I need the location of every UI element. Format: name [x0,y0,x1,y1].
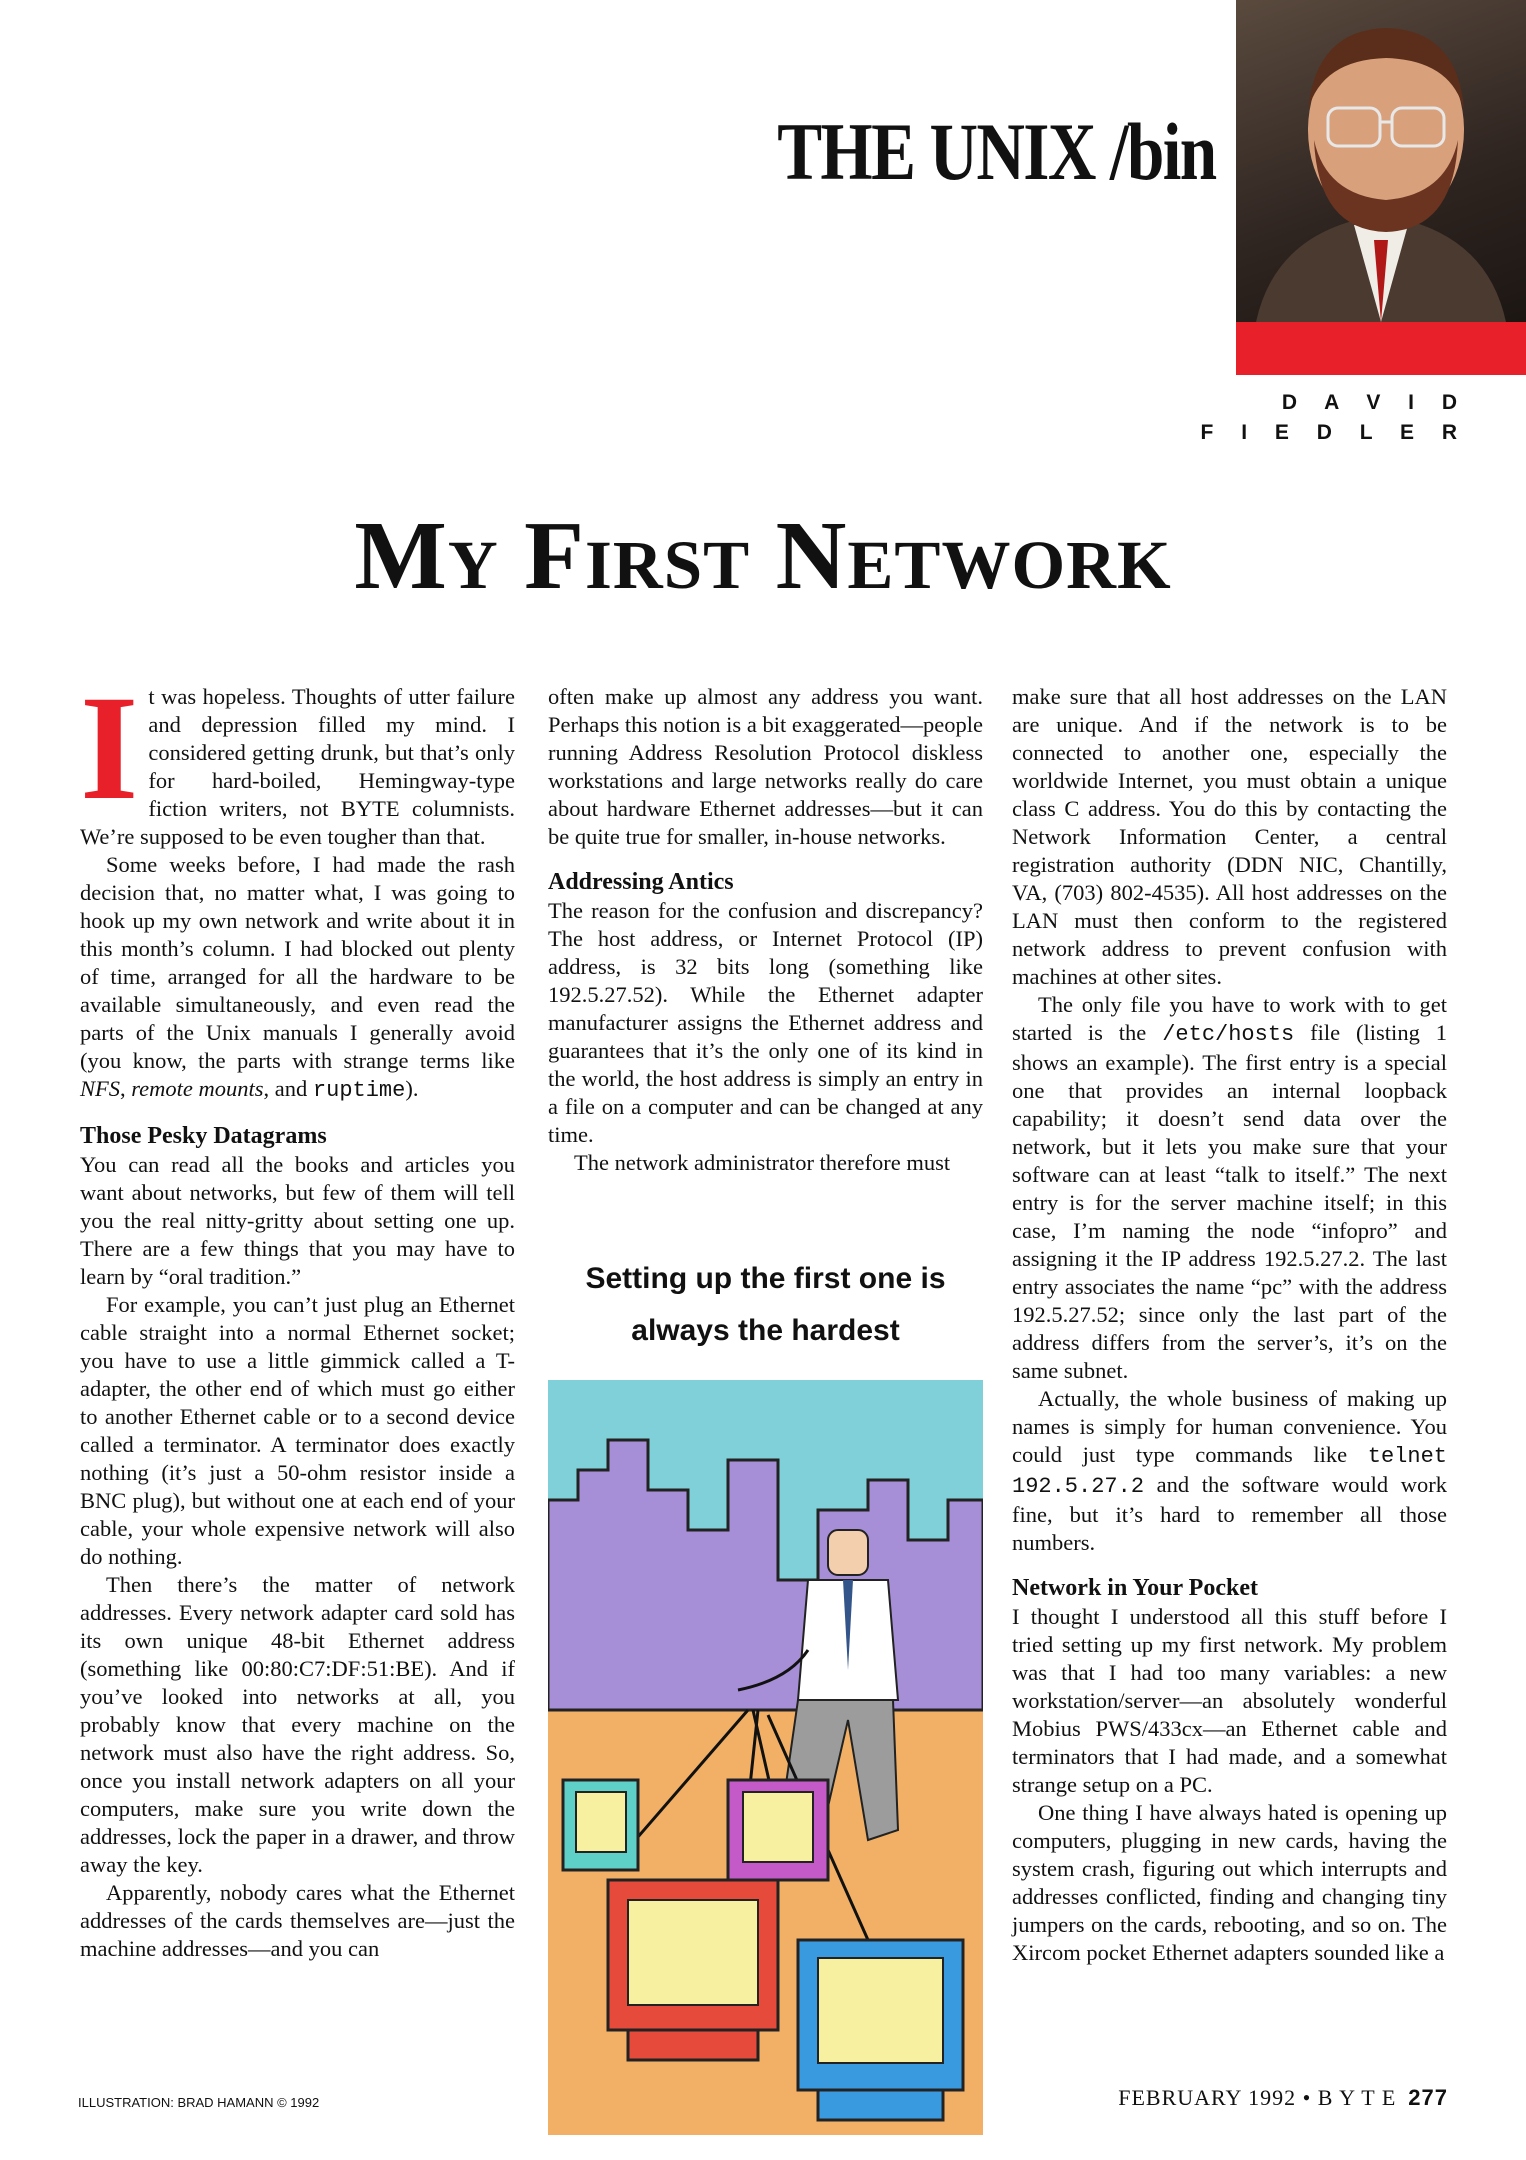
subhead-pocket: Network in Your Pocket [1012,1575,1258,1601]
article-headline: My First Network [354,502,1172,610]
page-number: 277 [1408,2085,1448,2110]
page-footer [1118,2085,1448,2111]
paragraph: make sure that all host addresses on the LAN are unique. And if the network is to be connected to another one, especially the worldwide Internet, you must obtain a unique class C address. You do this by contacting the Network Information Center, a central registration authority (DDN NIC, Chantilly, VA, (703) 802-4535). All host addresses on the LAN must then conform to the registered network address to prevent confusion with machines at other sites. [1012,684,1447,989]
author-first-name: D A V I D [1281,391,1468,414]
paragraph: You can read all the books and articles you want about networks, but few of them will tell you the real nitty-gritty about setting one up. There are a few things that you may have to learn by “oral tradition.” [80,1152,515,1289]
subhead-addressing: Addressing Antics [548,869,734,895]
column-title: THE UNIX /bin [777,106,1216,197]
author-portrait [1236,0,1526,375]
paragraph: It was hopeless. Thoughts of utter failure and depression filled my mind. I considered getting drunk, but that’s only for hard-boiled, Hemingway-type fiction writers, not BYTE columnists. We’re supposed to be even tougher than that. [80,665,515,849]
author-byline [1201,388,1468,448]
paragraph: Apparently, nobody cares what the Ethernet addresses of the cards themselves are—just the machine addresses—and you can [80,1880,515,1961]
text-column-2 [548,683,983,1177]
paragraph: One thing I have always hated is opening up computers, plugging in new cards, having the system crash, figuring out which interrupts and addresses conflicted, finding and changing tiny jumpers on the cards, rebooting, and so on. The Xircom pocket Ethernet adapters sounded like a [1012,1800,1447,1965]
text-column-3 [1012,683,1447,1967]
paragraph: For example, you can’t just plug an Ethernet cable straight into a normal Ethernet socket; you have to use a little gimmick called a T-adapter, the other end of which must go either to another Ethernet cable or to a second device called a terminator. A terminator does exactly nothing (it’s just a 50-ohm resistor inside a BNC plug), but without one at each end of your cable, your whole expensive network will also do nothing. [80,1292,515,1569]
portrait-figure [1236,0,1526,322]
paragraph: The network administrator therefore must [574,1150,951,1175]
paragraph: The only file you have to work with to get started is the /etc/hosts file (listing 1 shows an example). The first entry is a special one that provides an internal loopback capability; it doesn’t send data over the network, but it lets you make sure that your software can at least “talk to itself.” The next entry is for the server machine itself; in this case, I’m naming the node “infopro” and assigning it the IP address 192.5.27.2. The last entry associates the name “pc” with the address 192.5.27.52; since only the last part of the address differs from the server’s, it’s on the same subnet. [1012,992,1447,1383]
pull-quote: Setting up the first one is always the hardest [585,1262,946,1347]
paragraph: Actually, the whole business of making up names is simply for human convenience. You could just type commands like telnet 192.5.27.2 and the software would work fine, but it’s hard to remember all those numbers. [1012,1386,1447,1555]
illustration-credit: ILLUSTRATION: BRAD HAMANN © 1992 [78,2095,320,2110]
network-illustration [548,1380,983,2135]
subhead-datagrams: Those Pesky Datagrams [80,1123,327,1149]
paragraph: often make up almost any address you want. Perhaps this notion is a bit exaggerated—people running Address Resolution Protocol diskless workstations and large networks really do care about hardware Ethernet addresses—but it can be quite true for smaller, in-house networks. [548,684,983,849]
author-last-name: F I E D L E R [1200,421,1468,444]
paragraph: Some weeks before, I had made the rash decision that, no matter what, I was going to hook up my own network and write about it in this month’s column. I had blocked out plenty of time, arranged for all the hardware to be available simultaneously, and even read the parts of the Unix manuals I generally avoid (you know, the parts with strange terms like NFS, remote mounts, and ruptime). [80,852,515,1103]
drop-cap: I [80,665,139,831]
issue-label: FEBRUARY 1992 • B Y T E [1118,2085,1397,2110]
paragraph: Then there’s the matter of network addresses. Every network adapter card sold has its own unique 48-bit Ethernet address (something like 00:80:C7:DF:51:BE). And if you’ve looked into networks at all, you probably know that every machine on the network must also have the right address. So, once you install network adapters on all your computers, make sure you write down the addresses, lock the paper in a drawer, and throw away the key. [80,1572,515,1877]
paragraph: The reason for the confusion and discrepancy? The host address, or Internet Protocol (IP) address, is 32 bits long (something like 192.5.27.52). While the Ethernet adapter manufacturer assigns the Ethernet address and guarantees that it’s the only one of its kind in the world, the host address is simply an entry in a file on a computer and can be changed at any time. [548,898,983,1147]
paragraph: I thought I understood all this stuff before I tried setting up my first network. My problem was that I had too many variables: a new workstation/server—an absolutely wonderful Mobius PWS/433cx—an Ethernet cable and terminators that I had made, and a somewhat strange setup on a PC. [1012,1604,1447,1797]
text-column-1 [80,665,515,1963]
